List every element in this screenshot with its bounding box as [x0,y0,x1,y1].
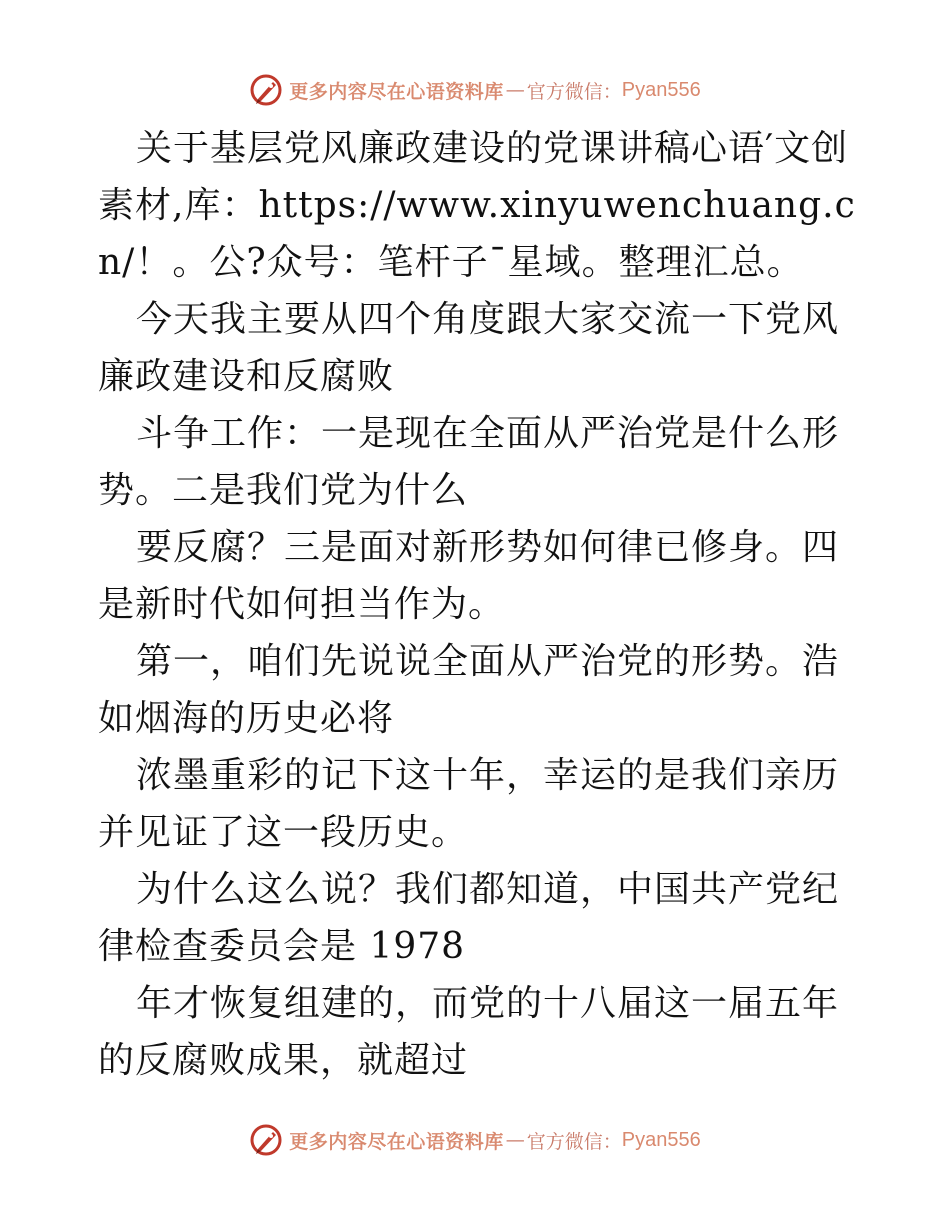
quill-pen-logo-icon [249,1123,283,1157]
banner-text: 更多内容尽在心语资料库 [289,1130,504,1153]
banner-wechat-label: 官方微信： [526,1130,622,1153]
paragraph-7: 为什么这么说？我们都知道，中国共产党纪律检查委员会是 1978 [98,869,840,967]
banner-wechat-id: Pyan556 [621,78,701,101]
footer-banner [0,1120,950,1160]
banner-separator: — [505,79,525,101]
paragraph-5: 第一，咱们先说说全面从严治党的形势。浩如烟海的历史必将 [98,641,840,739]
paragraph-4: 要反腐？三是面对新形势如何律已修身。四是新时代如何担当作为。 [98,527,840,625]
paragraph-3: 斗争工作：一是现在全面从严治党是什么形势。二是我们党为什么 [98,413,840,511]
paragraph-6: 浓墨重彩的记下这十年，幸运的是我们亲历并见证了这一段历史。 [98,755,840,853]
quill-pen-logo-icon [249,73,283,107]
paragraph-1: 关于基层党风廉政建设的党课讲稿心语′文创素材,库：https://www.xinyuwenchuang.cn/！。公?众号：笔杆子¯星域。整理汇总。 [98,128,856,283]
banner-wechat-label: 官方微信： [526,80,622,103]
banner-wechat-id: Pyan556 [621,1128,701,1151]
banner-text: 更多内容尽在心语资料库 [289,80,504,103]
document-body [98,120,858,1089]
paragraph-2: 今天我主要从四个角度跟大家交流一下党风廉政建设和反腐败 [98,299,840,397]
header-banner [0,70,950,110]
banner-separator: — [505,1129,525,1151]
paragraph-8: 年才恢复组建的，而党的十八届这一届五年的反腐败成果，就超过 [98,983,840,1081]
